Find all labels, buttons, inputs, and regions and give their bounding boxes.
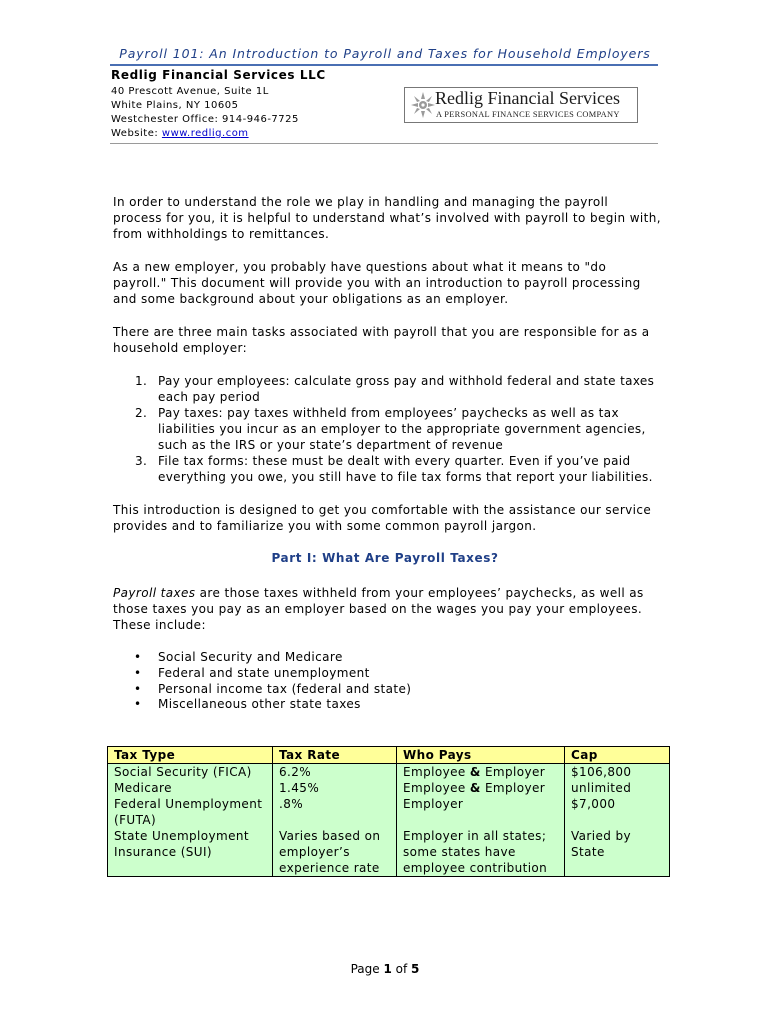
ampersand: &	[469, 781, 481, 795]
bullet-icon: •	[134, 697, 142, 712]
who-pays-part: Employee	[403, 765, 470, 779]
column-header-who-pays: Who Pays	[397, 747, 565, 764]
intro-paragraph-1: In order to understand the role we play in handling and managing the payroll process for you, it is helpful to understand what’s involved with payroll to begin with, from withholdings to remittances.	[113, 195, 661, 241]
table-header-row	[108, 747, 670, 764]
tax-bullet-list	[113, 650, 411, 713]
cell-cap: $106,800	[565, 764, 670, 781]
bullet-icon: •	[134, 681, 142, 696]
column-header-tax-type: Tax Type	[108, 747, 273, 764]
cell-tax-rate: .8%	[273, 796, 397, 828]
list-item-number: 1.	[135, 374, 148, 388]
list-item	[113, 373, 661, 405]
address-line-1: 40 Prescott Avenue, Suite 1L	[111, 86, 269, 97]
cell-tax-rate: Varies based on employer’s experience rate	[273, 828, 397, 877]
payroll-taxes-definition	[113, 585, 661, 633]
cell-who-pays	[397, 780, 565, 796]
payroll-tax-table	[107, 746, 670, 877]
list-item	[113, 697, 411, 713]
cell-tax-rate: 6.2%	[273, 764, 397, 781]
who-pays-part: Employee	[403, 781, 470, 795]
list-item	[113, 666, 411, 682]
website-label: Website:	[111, 128, 162, 139]
defined-term: Payroll taxes	[113, 586, 196, 600]
logo-tagline: A PERSONAL FINANCE SERVICES COMPANY	[436, 110, 620, 119]
definition-text: are those taxes withheld from your employees’ paychecks, as well as those taxes you pay as an employer based on the wages you pay your employees. These include:	[113, 586, 644, 632]
page-total: 5	[411, 962, 420, 976]
document-header-title: Payroll 101: An Introduction to Payroll and Taxes for Household Employers	[119, 46, 651, 61]
company-logo	[404, 87, 638, 123]
who-pays-part: Employer	[480, 781, 546, 795]
of-label: of	[391, 962, 412, 976]
list-item-text: Pay your employees: calculate gross pay and withhold federal and state taxes each pay period	[158, 374, 655, 404]
who-pays-part: Employer	[480, 765, 546, 779]
list-item-number: 2.	[135, 406, 148, 420]
page-label: Page	[350, 962, 384, 976]
payroll-tasks-list	[113, 373, 661, 485]
table-row	[108, 828, 670, 877]
intro-paragraph-2: As a new employer, you probably have questions about what it means to "do payroll." This document will provide you with an introduction to payroll processing and some background about your obligations as an employer.	[113, 260, 641, 306]
list-item-text: Personal income tax (federal and state)	[158, 681, 412, 696]
cell-who-pays: Employer	[397, 796, 565, 828]
cell-tax-type: Federal Unemployment (FUTA)	[108, 796, 273, 828]
address-line-2: White Plains, NY 10605	[111, 100, 239, 111]
list-item	[113, 405, 661, 453]
bullet-icon: •	[134, 665, 142, 680]
website-line	[111, 128, 249, 139]
header-divider	[110, 64, 658, 66]
table-row	[108, 780, 670, 796]
website-link[interactable]: www.redlig.com	[161, 128, 249, 139]
list-item	[113, 453, 661, 485]
bullet-icon: •	[134, 650, 142, 664]
cell-tax-type: Social Security (FICA)	[108, 764, 273, 781]
cell-tax-type: State Unemployment Insurance (SUI)	[108, 828, 273, 877]
cell-cap: Varied by State	[565, 828, 670, 877]
table-row	[108, 764, 670, 781]
list-item-text: Social Security and Medicare	[158, 650, 343, 664]
table-row	[108, 796, 670, 828]
ampersand: &	[469, 765, 481, 779]
cell-cap: unlimited	[565, 780, 670, 796]
company-name: Redlig Financial Services LLC	[111, 68, 326, 82]
list-item-text: Miscellaneous other state taxes	[158, 697, 361, 712]
office-phone: Westchester Office: 914-946-7725	[111, 114, 299, 125]
list-item-text: File tax forms: these must be dealt with every quarter. Even if you’ve paid everything you owe, you still have to file tax forms that report your liabilities.	[158, 454, 653, 484]
header-bottom-divider	[110, 143, 658, 144]
list-item-text: Federal and state unemployment	[158, 665, 370, 680]
section-heading: Part I: What Are Payroll Taxes?	[271, 551, 499, 565]
closing-paragraph: This introduction is designed to get you comfortable with the assistance our service provides and to familiarize you with some common payroll jargon.	[113, 503, 652, 533]
list-item	[113, 650, 411, 666]
list-item-number: 3.	[135, 454, 148, 468]
page-footer	[0, 962, 770, 976]
list-item	[113, 682, 411, 698]
intro-paragraph-3: There are three main tasks associated with payroll that you are responsible for as a household employer:	[113, 325, 650, 355]
column-header-cap: Cap	[565, 747, 670, 764]
cell-who-pays: Employer in all states; some states have employee contribution	[397, 828, 565, 877]
logo-name: Redlig Financial Services	[435, 88, 620, 108]
column-header-tax-rate: Tax Rate	[273, 747, 397, 764]
page-number: 1	[383, 962, 392, 976]
cell-tax-type: Medicare	[108, 780, 273, 796]
list-item-text: Pay taxes: pay taxes withheld from employees’ paychecks as well as tax liabilities you incur as an employer to the appropriate government agencies, such as the IRS or your state’s department of revenue	[158, 406, 646, 452]
puzzle-star-icon	[409, 90, 437, 120]
cell-who-pays	[397, 764, 565, 781]
cell-cap: $7,000	[565, 796, 670, 828]
cell-tax-rate: 1.45%	[273, 780, 397, 796]
